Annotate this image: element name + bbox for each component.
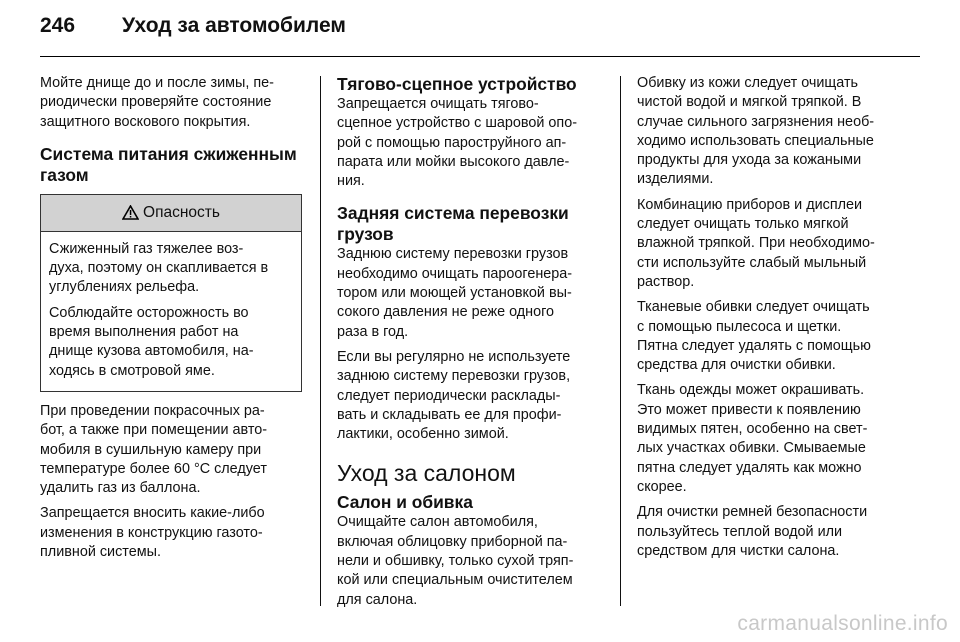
body-paragraph [337, 245, 603, 341]
body-paragraph [337, 348, 603, 444]
watermark: carmanualsonline.info [737, 612, 948, 635]
text-line: Очищайте салон автомобиля, [337, 514, 538, 531]
body-paragraph [337, 513, 603, 609]
text-line: мобиля в сушильную камеру при [40, 441, 262, 458]
text-line: удалить газ из баллона. [40, 480, 201, 497]
text-line: ходимо использовать специальные [637, 132, 874, 149]
text-line: Заднюю систему перевозки грузов [337, 246, 569, 263]
column-2 [337, 74, 603, 616]
header-rule [40, 56, 920, 57]
warning-box [40, 194, 302, 392]
text-line: средством для чистки салона. [637, 542, 840, 559]
text-line: время выполнения работ на [49, 324, 239, 341]
text-line: лактики, особенно зимой. [337, 426, 509, 443]
text-line: изделиями. [637, 171, 714, 188]
body-paragraph [40, 504, 302, 562]
text-line: средства для очистки обивки. [637, 357, 836, 374]
text-line: Обивку из кожи следует очищать [637, 75, 859, 91]
text-line: необходимо очищать пароогенера- [337, 265, 573, 282]
text-line: влажной тряпкой. При необходимо- [637, 235, 875, 252]
text-line: сти используйте слабый мыльный [637, 254, 867, 271]
text-line: нели и обшивку, только сухой тряп- [337, 553, 574, 570]
text-line: чистой водой и мягкой тряпкой. В [637, 94, 862, 111]
text-line: парата или мойки высокого давле- [337, 153, 570, 170]
body-paragraph [40, 402, 302, 498]
warning-label: Опасность [143, 203, 220, 221]
text-line: лых участках обивки. Смываемые [637, 440, 866, 457]
text-line: Тканевые обивки следует очищать [637, 299, 870, 316]
body-paragraph [637, 74, 907, 190]
text-line: углублениях рельефа. [49, 279, 200, 296]
warning-body [41, 232, 301, 391]
body-paragraph [637, 381, 907, 497]
text-line: ния. [337, 173, 365, 190]
text-line: бот, а также при помещении авто- [40, 422, 268, 439]
text-line: духа, поэтому он скапливается в [49, 260, 269, 277]
text-line: температуре более 60 °C следует [40, 460, 267, 477]
text-line: Мойте днище до и после зимы, пе- [40, 75, 274, 91]
text-line: тором или моющей установкой вы- [337, 285, 572, 302]
text-line: Задняя система перевозки [337, 203, 569, 224]
text-line: днище кузова автомобиля, на- [49, 343, 254, 360]
text-line: пользуйтесь теплой водой или [637, 523, 843, 540]
page-title: Уход за автомобилем [122, 14, 346, 37]
body-paragraph [637, 503, 907, 561]
text-line: случае сильного загрязнения необ- [637, 113, 875, 130]
chapter-title: Уход за салоном [337, 460, 516, 487]
text-line: включая облицовку приборной па- [337, 533, 568, 550]
underbody-intro [40, 74, 302, 132]
text-line: сцепное устройство с шаровой опо- [337, 115, 578, 132]
rear-carrier-title [337, 203, 603, 245]
text-line: продукты для ухода за кожаными [637, 152, 862, 169]
text-line: изменения в конструкцию газото- [40, 524, 263, 541]
towbar-title: Тягово-сцепное устройство [337, 74, 577, 94]
text-line: следует периодически расклады- [337, 387, 561, 404]
column-divider [320, 76, 321, 606]
text-line: Если вы регулярно не используете [337, 348, 571, 365]
body-paragraph [637, 298, 907, 375]
text-line: Пятна следует удалять с помощью [637, 337, 871, 354]
text-line: для салона. [337, 591, 418, 608]
body-paragraph [637, 196, 907, 292]
text-line: кой или специальным очистителем [337, 572, 573, 589]
text-line: риодически проверяйте состояние [40, 94, 272, 111]
text-line: Сжиженный газ тяжелее воз- [49, 240, 244, 257]
column-1 [40, 74, 302, 568]
text-line: При проведении покрасочных ра- [40, 402, 265, 419]
text-line: видимых пятен, особенно на свет- [637, 421, 868, 438]
text-line: пливной системы. [40, 544, 161, 561]
text-line: грузов [337, 224, 394, 245]
text-line: Для очистки ремней безопасности [637, 504, 868, 521]
text-line: Запрещается вносить какие-либо [40, 505, 265, 522]
upholstery-title: Салон и обивка [337, 492, 473, 513]
warning-header [41, 195, 301, 232]
text-line: вать и складывать ее для профи- [337, 406, 562, 423]
warning-triangle-icon [122, 205, 139, 220]
text-line: Комбинацию приборов и дисплеи [637, 196, 863, 213]
text-line: защитного воскового покрытия. [40, 113, 251, 130]
text-line: заднюю систему перевозки грузов, [337, 368, 571, 385]
lpg-section-title [40, 144, 302, 186]
text-line: следует очищать только мягкой [637, 216, 849, 233]
page-header [40, 14, 346, 46]
text-line: Ткань одежды может окрашивать. [637, 382, 865, 399]
text-line: ходясь в смотровой яме. [49, 362, 215, 379]
text-line: рой с помощью пароструйного ап- [337, 134, 567, 151]
text-line: Система питания сжиженным [40, 143, 297, 164]
warning-paragraph [49, 240, 293, 298]
column-divider [620, 76, 621, 606]
text-line: сокого давления не реже одного [337, 304, 555, 321]
towbar-paragraph [337, 95, 603, 191]
text-line: раствор. [637, 273, 695, 290]
text-line: раза в год. [337, 323, 409, 340]
text-line: Запрещается очищать тягово- [337, 96, 539, 112]
column-3 [637, 74, 907, 567]
warning-paragraph [49, 304, 293, 381]
text-line: Это может привести к появлению [637, 401, 861, 418]
text-line: пятна следует удалять как можно [637, 459, 862, 476]
text-line: газом [40, 164, 89, 185]
text-line: с помощью пылесоса и щетки. [637, 318, 842, 335]
text-line: скорее. [637, 478, 687, 495]
page-number: 246 [40, 14, 76, 37]
text-line: Соблюдайте осторожность во [49, 304, 249, 321]
